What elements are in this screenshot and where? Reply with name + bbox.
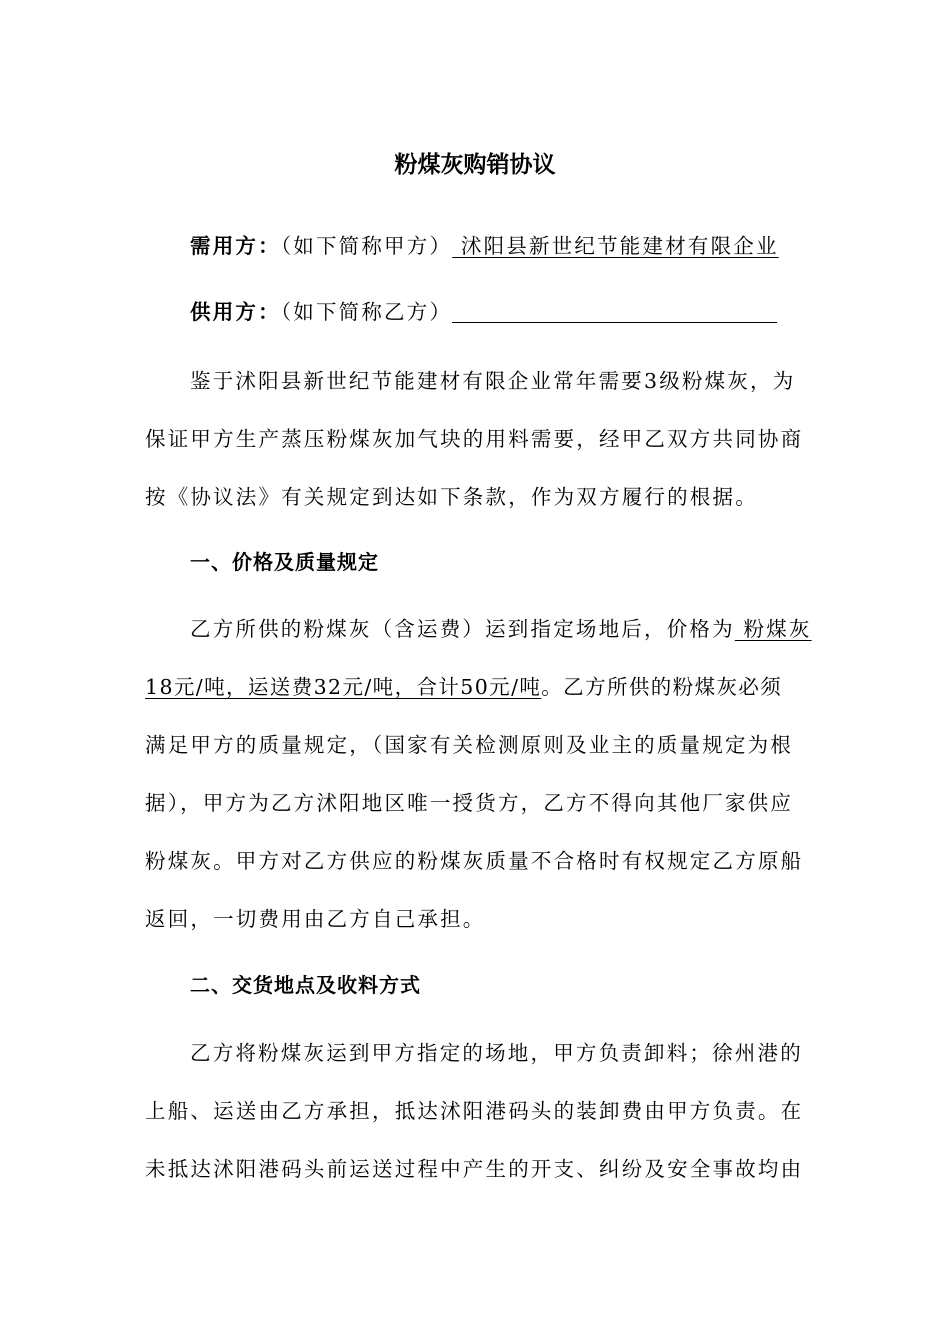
document-title: 粉煤灰购销协议 [394,152,556,178]
supplier-name-blank [452,300,777,323]
section-2-heading: 二、交货地点及收料方式 [190,973,421,997]
section-2-line-2: 上船、运送由乙方承担，抵达沭阳港码头的装卸费由甲方负责。在 [145,1099,804,1123]
section-1-line-5: 粉煤灰。甲方对乙方供应的粉煤灰质量不合格时有权规定乙方原船 [145,849,804,873]
intro-line-1: 鉴于沭阳县新世纪节能建材有限企业常年需要3级粉煤灰，为 [190,369,796,393]
price-value: 18元/吨，运送费32元/吨，合计50元/吨 [145,675,542,699]
section-1-line-3: 满足甲方的质量规定，（国家有关检测原则及业主的质量规定为根 [145,733,794,757]
price-suffix: 。乙方所供的粉煤灰必须 [541,675,783,699]
buyer-label: 需用方： [190,234,281,258]
section-1-line-4: 据），甲方为乙方沭阳地区唯一授货方，乙方不得向其他厂家供应 [145,791,794,815]
section-2-line-3: 未抵达沭阳港码头前运送过程中产生的开支、纠纷及安全事故均由 [145,1157,804,1181]
section-1-line-1 [190,614,812,644]
buyer-name: 沭阳县新世纪节能建材有限企业 [452,234,779,258]
intro-line-3: 按《协议法》有关规定到达如下条款，作为双方履行的根据。 [145,485,758,509]
intro-line-2: 保证甲方生产蒸压粉煤灰加气块的用料需要，经甲乙双方共同协商 [145,427,804,451]
supplier-note: （如下简称乙方） [280,300,453,324]
supplier-line [190,297,808,327]
price-prefix: 乙方所供的粉煤灰（含运费）运到指定场地后，价格为 [190,617,735,641]
buyer-note: （如下简称甲方） [280,234,453,258]
buyer-line [190,231,808,261]
price-value-start: 粉煤灰 [734,617,812,641]
section-1-line-2 [145,672,808,702]
section-2-line-1: 乙方将粉煤灰运到甲方指定的场地，甲方负责卸料；徐州港的 [190,1041,803,1065]
supplier-label: 供用方： [190,300,281,324]
section-1-line-6: 返回，一切费用由乙方自己承担。 [145,907,486,931]
section-1-heading: 一、价格及质量规定 [190,550,379,574]
